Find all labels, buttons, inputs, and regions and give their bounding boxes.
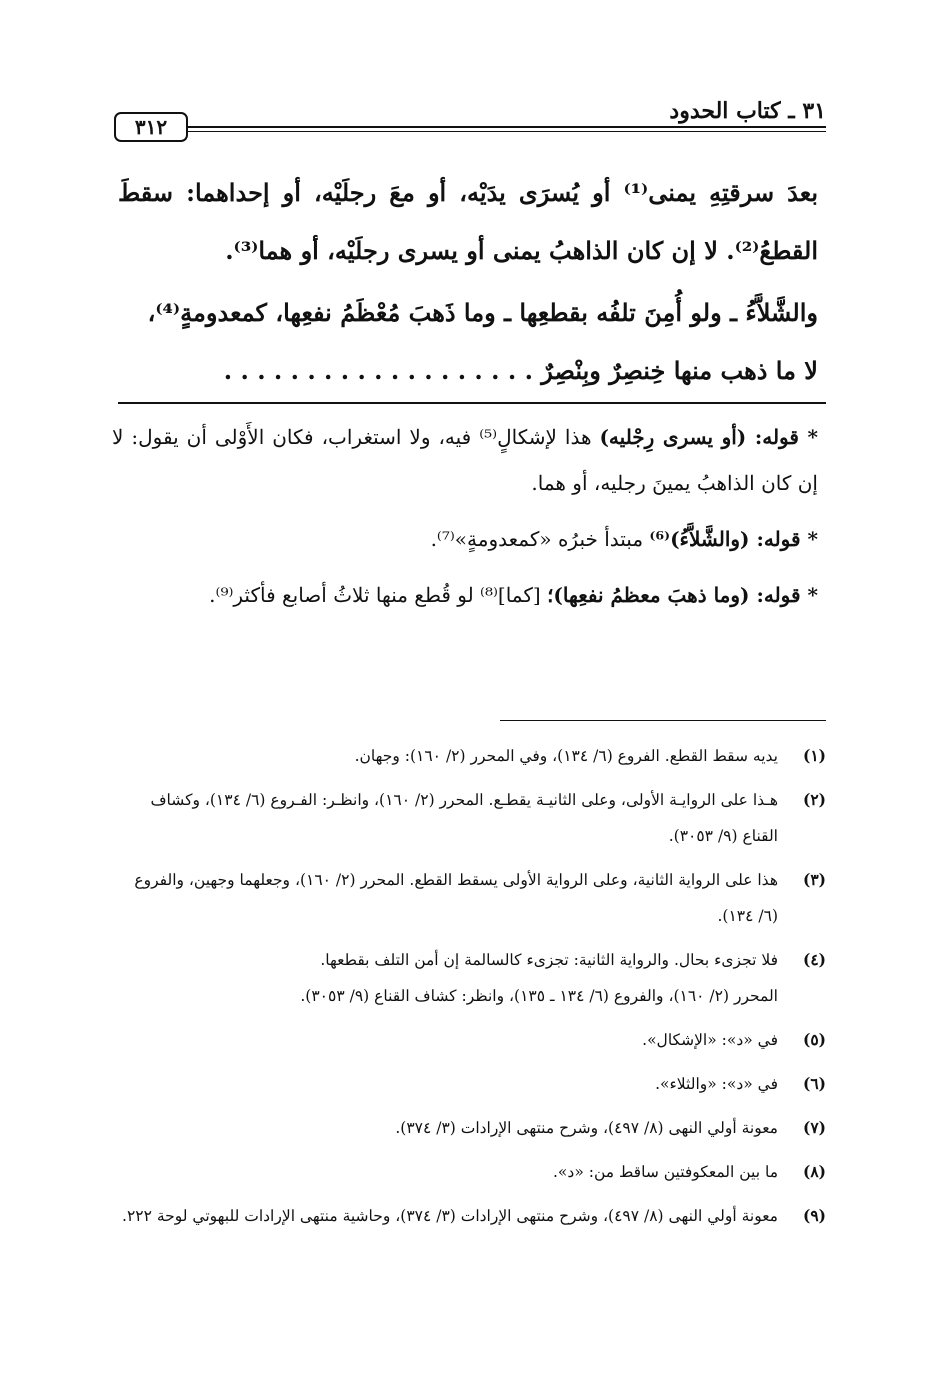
footnote	[118, 1066, 826, 1102]
footnote	[118, 1198, 826, 1234]
footnote-divider	[500, 720, 826, 721]
footnote-number: (١)	[802, 746, 826, 765]
quoted-phrase: (وما ذهبَ معظمُ نفعِها)؛	[547, 583, 750, 607]
commentary-paragraph	[112, 414, 818, 506]
commentary-prefix: * قوله:	[749, 527, 818, 551]
footnotes	[118, 738, 826, 1242]
footnote	[118, 738, 826, 774]
commentary-text: [كما]⁽⁸⁾ لو قُطع منها ثلاثُ أصابع فأكثر⁽⁹⁾.	[209, 583, 548, 607]
footnote-text: معونة أولي النهى (٨/ ٤٩٧)، وشرح منتهى الإرادات (٣/ ٣٧٤)، وحاشية منتهى الإرادات للبهوتي لوحة ٢٢٢.	[122, 1207, 778, 1225]
footnote	[118, 1154, 826, 1190]
ellipsis-dots: . . . . . . . . . . . . . . . . . . .	[223, 356, 533, 385]
footnote-text: فلا تجزىء بحال. والرواية الثانية: تجزىء كالسالمة إن أمن التلف بقطعها.	[320, 951, 778, 969]
footnote-number: (٥)	[802, 1030, 826, 1049]
footnote-text: في «د»: «والثلاء».	[655, 1075, 778, 1093]
footnote-number: (٩)	[802, 1206, 826, 1225]
matn-paragraph: بعدَ سرقتِهِ يمنى⁽¹⁾ أو يُسرَى يدَيْه، أو معَ رجلَيْه، أو إحداهما: سقطَ القطعُ⁽²⁾. لا إن كان الذاهبُ يمنى أو يسرى رجلَيْه، أو هما⁽³⁾.	[118, 178, 819, 265]
footnote-text: ما بين المعكوفتين ساقط من: «د».	[553, 1163, 778, 1181]
quoted-phrase: (أو يسرى رِجْليه)	[599, 425, 747, 449]
quoted-phrase: (والشَّلاَّءُ)⁽⁶⁾	[649, 527, 750, 551]
commentary-paragraph	[112, 516, 818, 562]
footnote-number: (٢)	[802, 790, 826, 809]
footnote	[118, 1110, 826, 1146]
page-header	[114, 96, 826, 146]
commentary-text: هذا لإشكالٍ⁽⁵⁾ فيه، ولا استغراب، فكان الأَوْلى أن يقول: لا إن كان الذاهبُ يمينَ رجليه، أو هما.	[112, 425, 818, 495]
footnote	[118, 782, 826, 854]
commentary-prefix: * قوله:	[746, 425, 818, 449]
footnote-number: (٧)	[802, 1118, 826, 1137]
section-divider	[118, 402, 826, 404]
footnote-text: المحرر (٢/ ١٦٠)، والفروع (٦/ ١٣٤ ـ ١٣٥)، وانظر: كشاف القناع (٩/ ٣٠٥٣).	[300, 987, 778, 1005]
matn-phrase: لا ما ذهب منها خِنصِرٌ وبِنْصِرٌ	[541, 356, 818, 385]
matn-paragraph: والشَّلاَّءُ ـ ولو أُمِنَ تلفُه بقطعِها ـ وما ذَهبَ مُعْظَمُ نفعِها، كمعدومةٍ⁽⁴⁾،	[147, 298, 818, 327]
footnote	[118, 1022, 826, 1058]
footnote	[118, 862, 826, 934]
commentary	[112, 414, 818, 628]
footnote-number: (٤)	[802, 950, 826, 969]
commentary-prefix: * قوله:	[749, 583, 818, 607]
footnote-text: معونة أولي النهى (٨/ ٤٩٧)، وشرح منتهى الإرادات (٣/ ٣٧٤).	[395, 1119, 778, 1137]
chapter-title: ٣١ ـ كتاب الحدود	[669, 98, 826, 124]
footnote	[118, 942, 826, 1014]
footnote-text: هذا على الرواية الثانية، وعلى الرواية الأولى يسقط القطع. المحرر (٢/ ١٦٠)، وجعلهما وجهين، والفروع (٦/ ١٣٤).	[134, 871, 778, 925]
commentary-text: مبتدأ خبرُه «كمعدومةٍ»⁽⁷⁾.	[430, 527, 650, 551]
page-number: ٣١٢	[114, 112, 188, 142]
matn-line	[118, 342, 818, 400]
commentary-paragraph	[112, 572, 818, 618]
header-rule	[188, 126, 826, 128]
header-rule-thin	[188, 131, 826, 132]
footnote-number: (٨)	[802, 1162, 826, 1181]
footnote-number: (٦)	[802, 1074, 826, 1093]
main-text	[118, 164, 818, 400]
footnote-number: (٣)	[802, 870, 826, 889]
footnote-text: في «د»: «الإشكال».	[642, 1031, 778, 1049]
footnote-text: يديه سقط القطع. الفروع (٦/ ١٣٤)، وفي المحرر (٢/ ١٦٠): وجهان.	[354, 747, 778, 765]
footnote-text: هـذا على الروايـة الأولى، وعلى الثانيـة يقطـع. المحرر (٢/ ١٦٠)، وانظـر: الفـروع (٦/ ١٣٤)، وكشاف القناع (٩/ ٣٠٥٣).	[150, 791, 778, 845]
